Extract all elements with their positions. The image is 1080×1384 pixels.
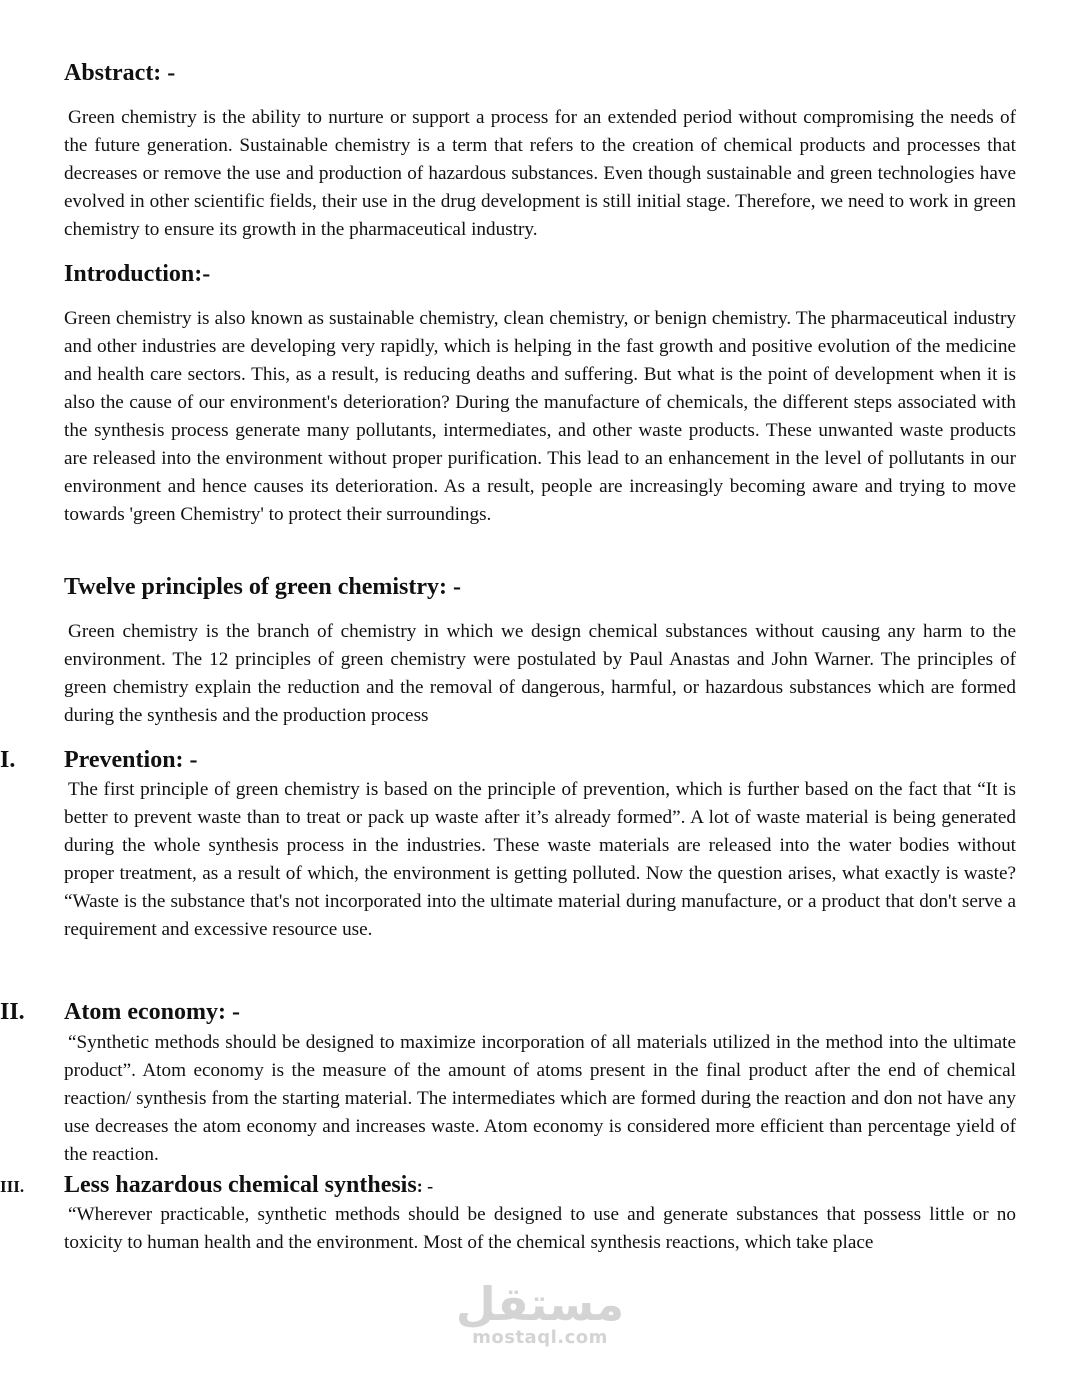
section-numeral-1: I. — [0, 747, 16, 773]
section-numeral-2: II. — [0, 999, 25, 1025]
twelve-principles-heading: Twelve principles of green chemistry: - — [64, 574, 462, 600]
prevention-heading: Prevention: - — [64, 747, 198, 773]
less-hazardous-paragraph: “Wherever practicable, synthetic methods should be designed to use and generate substances that possess little or no toxicity to human health and the environment. Most of the chemical synthesis reactions, which take place — [64, 1204, 1016, 1253]
mostaql-watermark — [440, 1277, 640, 1348]
watermark-latin: mostaql.com — [472, 1327, 608, 1348]
section-numeral-3: III. — [0, 1177, 25, 1196]
twelve-principles-paragraph: Green chemistry is the branch of chemistry in which we design chemical substances without causing any harm to the environment. The 12 principles of green chemistry were postulated by Paul Anastas and John Warner. The principles of green chemistry explain the reduction and the removal of dangerous, harmful, or hazardous substances which are formed during the synthesis and the production process — [64, 621, 1016, 726]
less-hazardous-heading — [64, 1171, 433, 1200]
introduction-heading: Introduction:- — [64, 261, 211, 287]
less-hazardous-heading-text: Less hazardous chemical synthesis — [64, 1172, 417, 1198]
atom-economy-heading: Atom economy: - — [64, 999, 240, 1025]
abstract-paragraph: Green chemistry is the ability to nurture or support a process for an extended period without compromising the needs of the future generation. Sustainable chemistry is a term that refers to the creation of chemical products and processes that decreases or remove the use and production of hazardous substances. Even though sustainable and green technologies have evolved in other scientific fields, their use in the drug development is still initial stage. Therefore, we need to work in green chemistry to ensure its growth in the pharmaceutical industry. — [64, 107, 1016, 240]
less-hazardous-heading-suffix: : - — [416, 1176, 434, 1196]
watermark-arabic: مستقل — [455, 1277, 625, 1331]
prevention-paragraph: The first principle of green chemistry is based on the principle of prevention, which is further based on the fact that “It is better to prevent waste than to treat or pack up waste after it’s already formed”. A lot of waste material is being generated during the whole synthesis process in the industries. These waste materials are released into the water bodies without proper treatment, as a result of which, the environment is getting polluted. Now the question arises, what exactly is waste? “Waste is the substance that's not incorporated into the ultimate material during manufacture, or a product that don't serve a requirement and excessive resource use. — [64, 779, 1016, 940]
introduction-paragraph: Green chemistry is also known as sustainable chemistry, clean chemistry, or benign chemistry. The pharmaceutical industry and other industries are developing very rapidly, which is helping in the fast growth and positive evolution of the medicine and health care sectors. This, as a result, is reducing deaths and suffering. But what is the point of development when it is also the cause of our environment's deterioration? During the manufacture of chemicals, the different steps associated with the synthesis process generate many pollutants, intermediates, and other waste products. These unwanted waste products are released into the environment without proper purification. This lead to an enhancement in the level of pollutants in our environment and hence causes its deterioration. As a result, people are increasingly becoming aware and trying to move towards 'green Chemistry' to protect their surroundings. — [64, 308, 1016, 525]
abstract-heading: Abstract: - — [64, 60, 176, 86]
atom-economy-paragraph: “Synthetic methods should be designed to maximize incorporation of all materials utilized in the method into the ultimate product”. Atom economy is the measure of the amount of atoms present in the final product after the end of chemical reaction/ synthesis from the starting material. The intermediates which are formed during the reaction and don not have any use decreases the atom economy and increases waste. Atom economy is considered more efficient than percentage yield of the reaction. — [64, 1032, 1016, 1165]
